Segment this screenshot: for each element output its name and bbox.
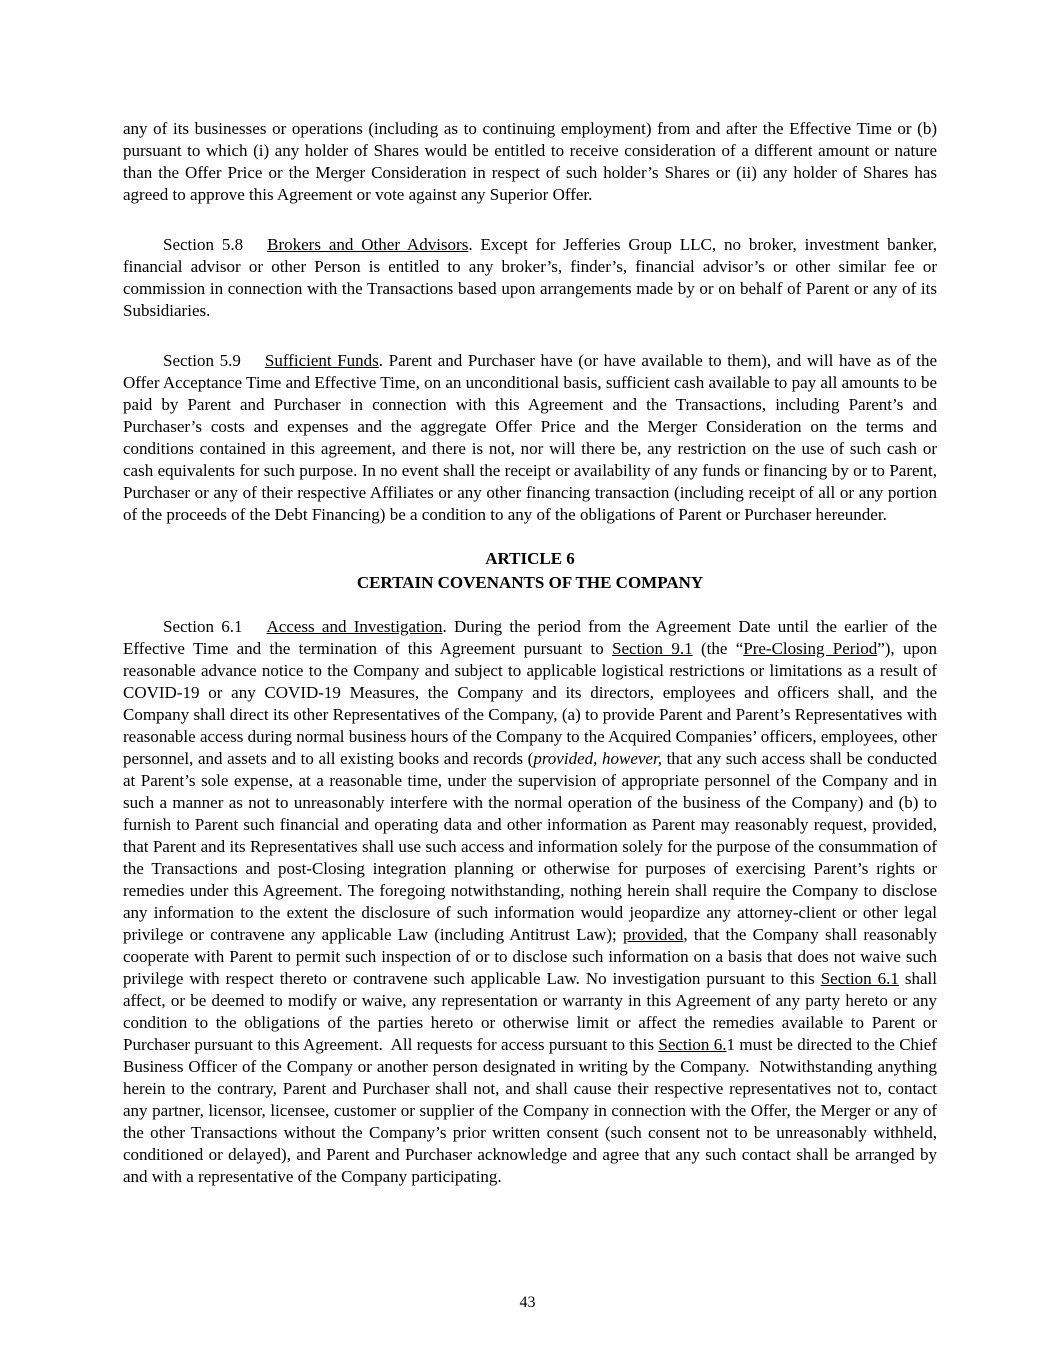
article-heading [123,547,937,595]
text-run: any of its businesses or operations (including as to continuing employment) from and after the Effective Time or (b) pursuant to which (i) any holder of Shares would be entitled to receive consideration of a different amount or nature than the Offer Price or the Merger Consideration in respect of such holder’s Shares or (ii) any holder of Shares has agreed to approve this Agreement or vote against any Superior Offer. [123,119,937,204]
text-run: . During the period from the Agreement Date until the earlier of the Effective Time and the termination of this Agreement pursuant to [123,617,938,658]
text-run: Section 9.1 [612,639,693,658]
text-run: shall affect, or be deemed to modify or waive, any representation or warranty in this Agreement of any party hereto or any condition to the obligations of the parties hereto or otherwise limit or affect the remedies available to Parent or Purchaser pursuant to this Agreement. All requests for access pursuant to this [123,969,937,1054]
text-run: . Parent and Purchaser have (or have available to them), and will have as of the Offer Acceptance Time and Effective Time, on an unconditional basis, sufficient cash available to pay all amounts to be paid by Parent and Purchaser in connection with this Agreement and the Transactions, including Parent’s and Purchaser’s costs and expenses and the aggregate Offer Price and the Merger Consideration on the terms and conditions contained in this agreement, and there is not, nor will there be, any restriction on the use of such cash or cash equivalents for such purpose. In no event shall the receipt or availability of any funds or financing by or to Parent, Purchaser or any of their respective Affiliates or any other financing transaction (including receipt of all or any portion of the proceeds of the Debt Financing) be a condition to any of the obligations of Parent or Purchaser hereunder. [123,351,937,524]
text-run: Section 6. [658,1035,727,1054]
text-run: Access and Investigation [266,617,443,636]
page-number: 43 [519,1294,536,1311]
text-run: ”), upon reasonable advance notice to the Company and subject to applicable logistical restrictions or limitations as a result of COVID-19 or any COVID-19 Measures, the Company and its directors, employees and officers shall, and the Company shall direct its other Representatives of the Company, (a) to provide Parent and Parent’s Representatives with reasonable access during normal business hours of the Company to the Acquired Companies’ officers, employees, other personnel, and assets and to all existing books and records ( [123,639,937,768]
text-run: Section 5.9 [163,351,241,370]
text-run: Sufficient Funds [264,351,379,370]
text-run: , that the Company shall reasonably cooperate with Parent to permit such inspection of or to disclose such information on a basis that does not waive such privilege with respect thereto or contravene such applicable Law. No investigation pursuant to this [123,925,937,988]
text-run: Section 5.8 [163,235,244,254]
heading-line: ARTICLE 6 [485,549,575,568]
text-run: Pre-Closing Period [743,639,878,658]
text-run: that any such access shall be conducted at Parent’s sole expense, at a reasonable time, under the supervision of appropriate personnel of the Company and in such a manner as not to unreasonably interfere with the normal operation of the business of the Company) and (b) to furnish to Parent such financial and operating data and other information as Parent may reasonably request, provided, that Parent and its Representatives shall use such access and information solely for the purpose of the consummation of the Transactions and post-Closing integration planning or otherwise for purposes of exercising Parent’s rights or remedies under this Agreement. The foregoing notwithstanding, nothing herein shall require the Company to disclose any information to the extent the disclosure of such information would jeopardize any attorney-client or other legal privilege or contravene any applicable Law (including Antitrust Law); [123,749,937,944]
text-run: . Except for Jefferies Group LLC, no broker, investment banker, financial advisor or other Person is entitled to any broker’s, finder’s, financial advisor’s or other similar fee or commission in connection with the Transactions based upon arrangements made by or on behalf of Parent or any of its Subsidiaries. [123,235,937,320]
text-run: Section 6.1 [163,617,243,636]
paragraph [123,350,937,526]
document-body [123,118,937,1188]
text-run: Section 6.1 [820,969,899,988]
text-run: 1 must be directed to the Chief Business Officer of the Company or another person designated in writing by the Company. Notwithstanding anything herein to the contrary, Parent and Purchaser shall not, and shall cause their respective representatives not to, contact any partner, licensor, licensee, customer or supplier of the Company in connection with the Offer, the Merger or any of the other Transactions without the Company’s prior written consent (such consent not to be unreasonably withheld, conditioned or delayed), and Parent and Purchaser acknowledge and agree that any such contact shall be arranged by and with a representative of the Company participating. [123,1035,937,1186]
text-run: provided, however, [533,749,662,768]
text-run: (the “ [692,639,744,658]
text-run: provided [622,925,684,944]
text-run: Brokers and Other Advisors [267,235,469,254]
heading-line: CERTAIN COVENANTS OF THE COMPANY [356,573,704,592]
paragraph [123,234,937,322]
paragraph [123,616,937,1188]
paragraph [123,118,937,206]
